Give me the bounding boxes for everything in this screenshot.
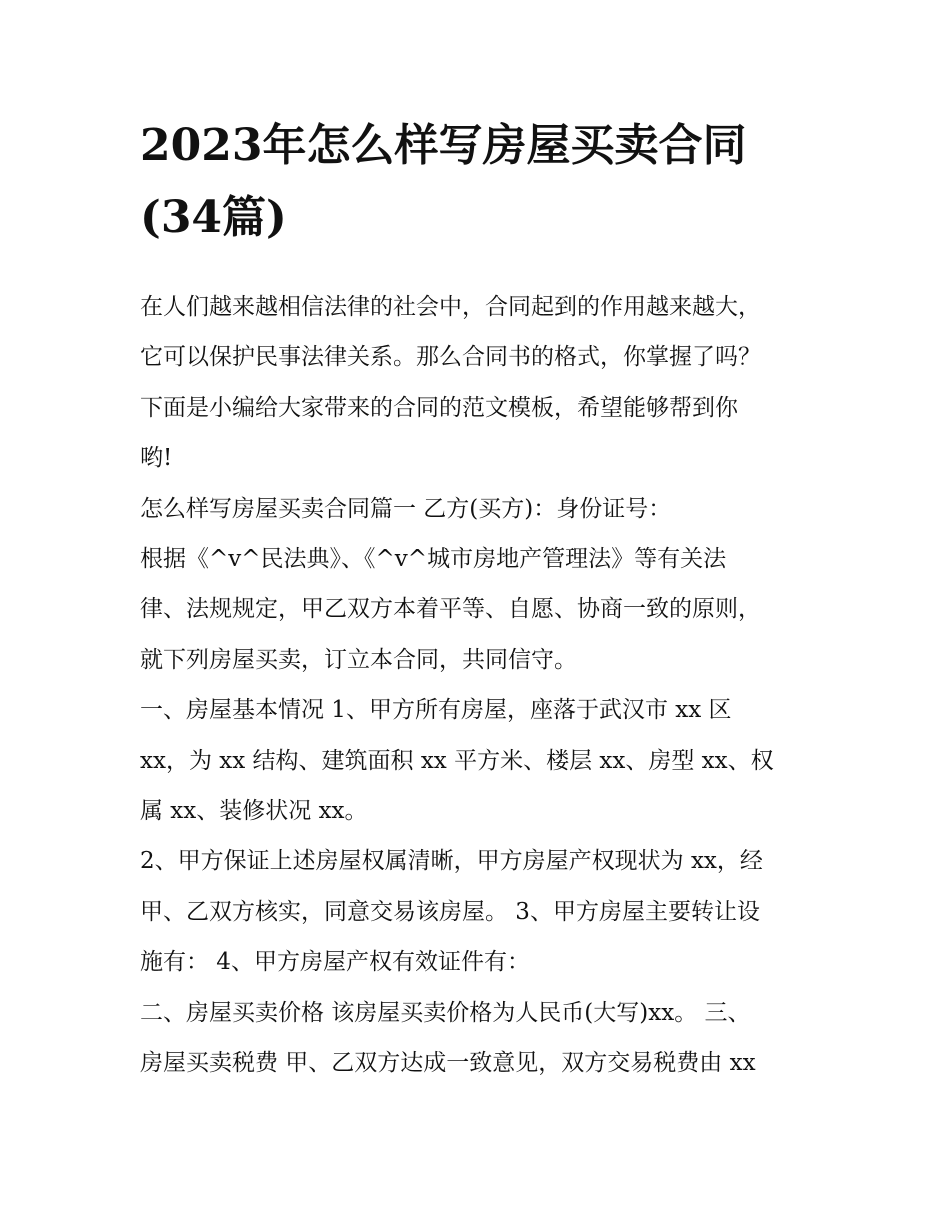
- document-title: [140, 110, 810, 254]
- title-line: (34篇): [140, 192, 287, 243]
- text-line: 一、房屋基本情况 1、甲方所有房屋，座落于武汉市 xx 区: [140, 697, 732, 724]
- legal-basis-paragraph: [140, 534, 810, 685]
- text-line: 施有： 4、甲方房屋产权有效证件有：: [140, 949, 530, 976]
- text-line: 哟!: [140, 445, 173, 472]
- text-line: 律、法规规定，甲乙双方本着平等、自愿、协商一致的原则，: [140, 596, 761, 623]
- document-page: [140, 110, 810, 1089]
- document-body: [140, 282, 810, 1089]
- title-line: 2023年怎么样写房屋买卖合同: [140, 120, 747, 171]
- intro-paragraph: [140, 282, 810, 484]
- text-line: 2、甲方保证上述房屋权属清晰，甲方房屋产权现状为 xx，经: [140, 848, 763, 875]
- text-line: 属 xx、装修状况 xx。: [140, 798, 368, 825]
- text-line: 甲、乙双方核实，同意交易该房屋。 3、甲方房屋主要转让设: [140, 898, 760, 925]
- house-info-paragraph: [140, 685, 810, 836]
- ownership-paragraph: [140, 836, 810, 987]
- contract-heading-paragraph: [140, 484, 810, 534]
- text-line: xx，为 xx 结构、建筑面积 xx 平方米、楼层 xx、房型 xx、权: [140, 747, 774, 774]
- text-line: 二、房屋买卖价格 该房屋买卖价格为人民币(大写)xx。 三、: [140, 999, 751, 1026]
- text-line: 它可以保护民事法律关系。那么合同书的格式，你掌握了吗？: [140, 344, 761, 371]
- text-line: 房屋买卖税费 甲、乙双方达成一致意见，双方交易税费由 xx: [140, 1050, 756, 1077]
- text-line: 根据《^v^民法典》、《^v^城市房地产管理法》等有关法: [140, 546, 727, 573]
- text-line: 在人们越来越相信法律的社会中，合同起到的作用越来越大，: [140, 294, 761, 320]
- price-tax-paragraph: [140, 988, 810, 1089]
- text-line: 怎么样写房屋买卖合同篇一 乙方(买方)：身份证号：: [140, 495, 672, 522]
- text-line: 下面是小编给大家带来的合同的范文模板，希望能够帮到你: [140, 394, 738, 421]
- text-line: 就下列房屋买卖，订立本合同，共同信守。: [140, 646, 577, 673]
